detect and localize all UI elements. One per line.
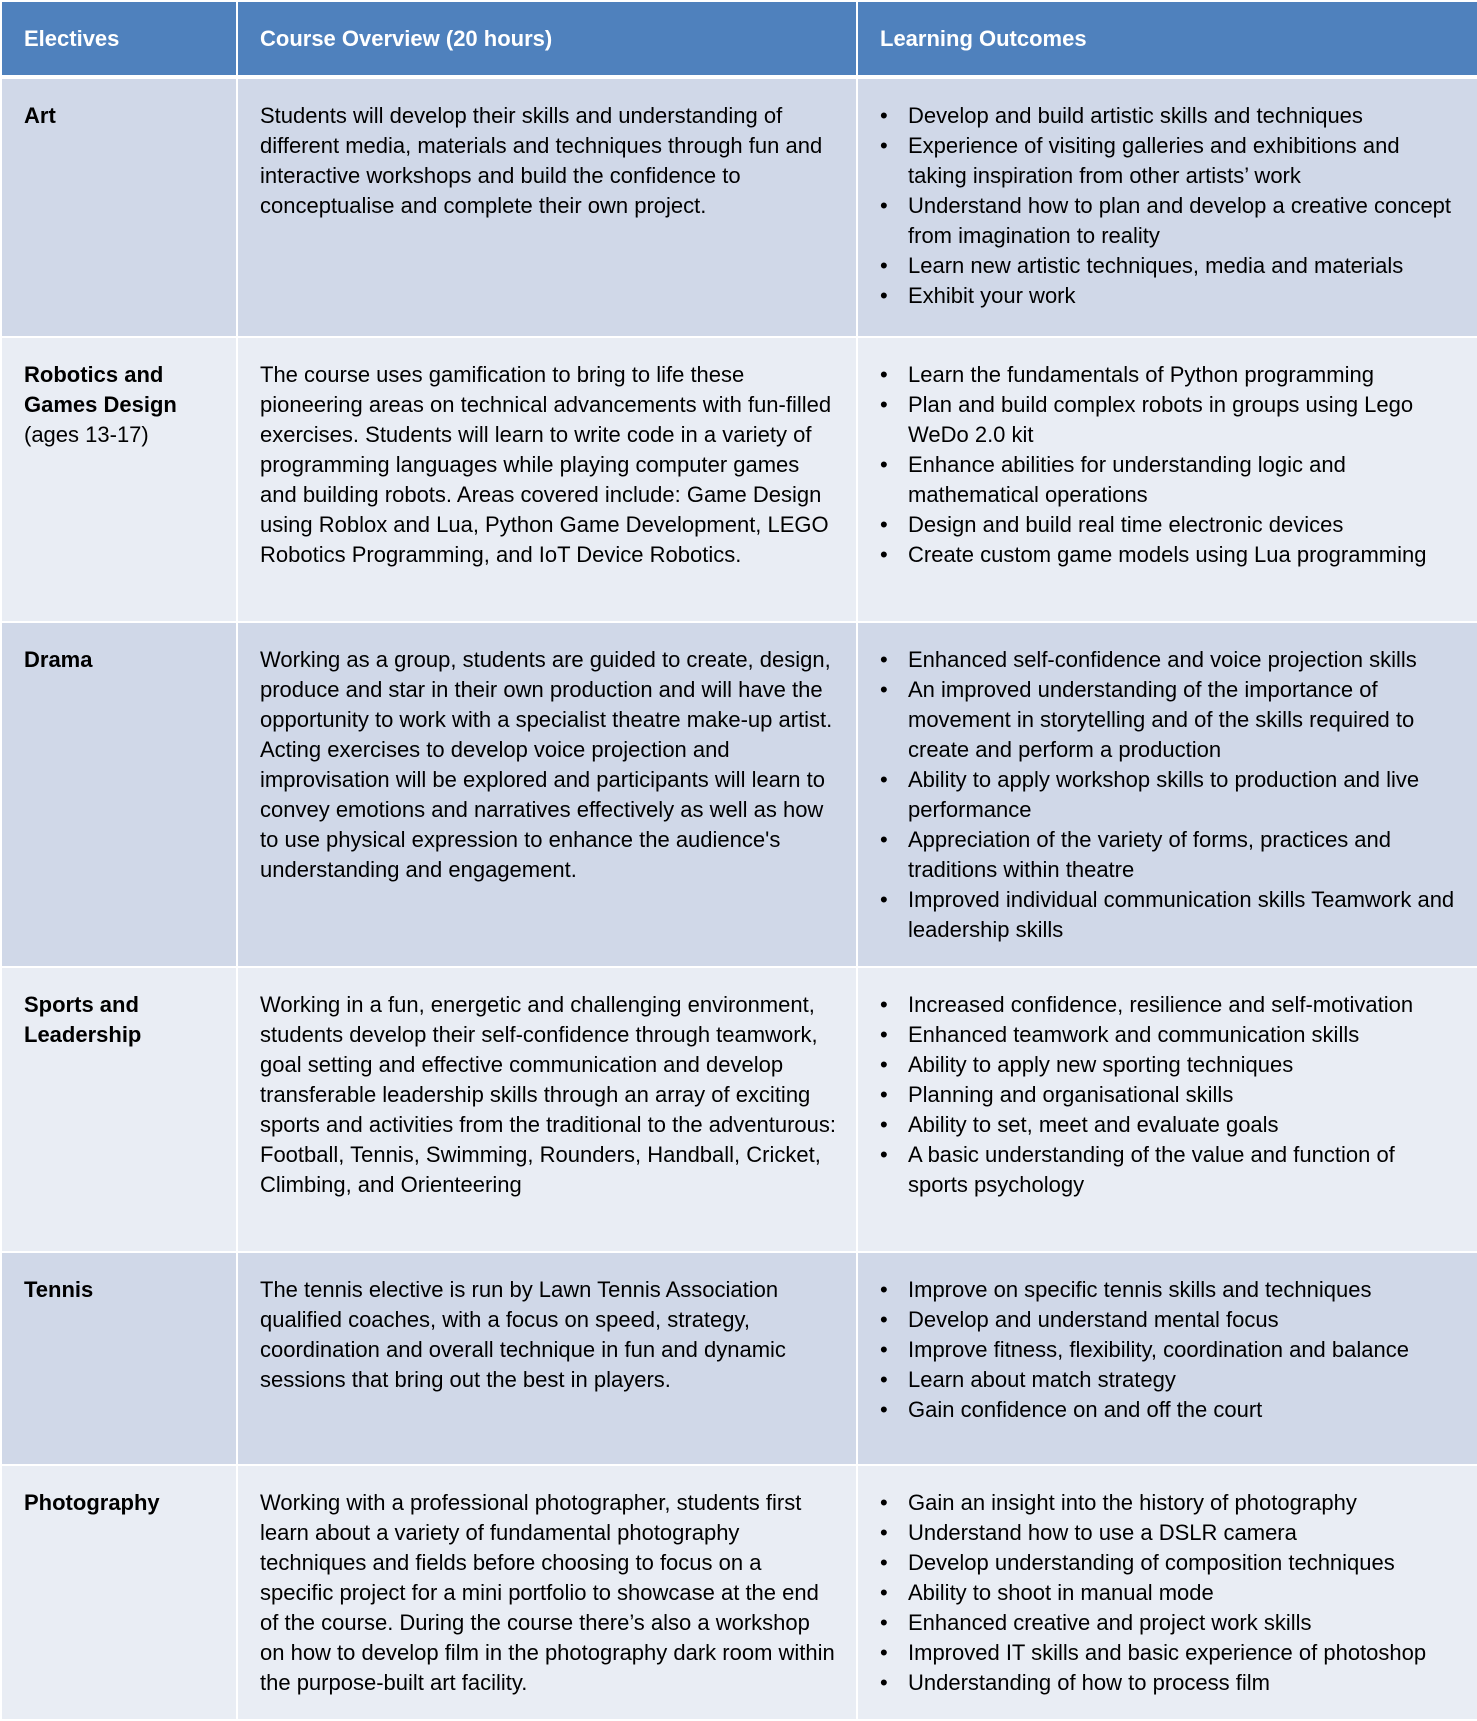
table-row xyxy=(1,967,1477,1252)
elective-name: Tennis xyxy=(24,1277,94,1302)
outcome-item: • Develop understanding of composition techniques xyxy=(880,1548,1457,1578)
learning-outcomes-cell xyxy=(857,1465,1477,1720)
course-overview-cell: The tennis elective is run by Lawn Tennis Association qualified coaches, with a focus on speed, strategy, coordination and overall technique in fun and dynamic sessions that bring out the best in players. xyxy=(237,1252,857,1465)
outcomes-list xyxy=(880,990,1457,1200)
outcome-item: • Ability to apply new sporting techniques xyxy=(880,1050,1457,1080)
outcomes-list xyxy=(880,645,1457,945)
outcome-item: • Create custom game models using Lua programming xyxy=(880,540,1457,570)
outcome-item: • Exhibit your work xyxy=(880,281,1457,311)
outcome-item: • Appreciation of the variety of forms, practices and traditions within theatre xyxy=(880,825,1457,885)
table-row xyxy=(1,77,1477,337)
elective-name-cell xyxy=(1,1252,237,1465)
course-overview-cell: Students will develop their skills and understanding of different media, materials and techniques through fun and interactive workshops and build the confidence to conceptualise and complete their own project. xyxy=(237,77,857,337)
outcome-item: • Learn about match strategy xyxy=(880,1365,1457,1395)
elective-age-range: (ages 13-17) xyxy=(24,422,149,447)
outcome-item: • Design and build real time electronic devices xyxy=(880,510,1457,540)
outcome-item: • Understanding of how to process film xyxy=(880,1668,1457,1698)
course-overview-cell: Working in a fun, energetic and challenging environment, students develop their self-confidence through teamwork, goal setting and effective communication and develop transferable leadership skills through an array of exciting sports and activities from the traditional to the adventurous: Football, Tennis, Swimming, Rounders, Handball, Cricket, Climbing, and Orienteering xyxy=(237,967,857,1252)
learning-outcomes-cell xyxy=(857,77,1477,337)
outcome-item: • Understand how to plan and develop a creative concept from imagination to reality xyxy=(880,191,1457,251)
outcomes-list xyxy=(880,360,1457,570)
elective-name: Photography xyxy=(24,1490,160,1515)
outcome-item: • An improved understanding of the importance of movement in storytelling and of the skills required to create and perform a production xyxy=(880,675,1457,765)
outcome-item: • Improve fitness, flexibility, coordination and balance xyxy=(880,1335,1457,1365)
header-learning-outcomes: Learning Outcomes xyxy=(857,1,1477,77)
outcomes-list xyxy=(880,101,1457,311)
outcome-item: • Gain an insight into the history of photography xyxy=(880,1488,1457,1518)
outcome-item: • Ability to shoot in manual mode xyxy=(880,1578,1457,1608)
elective-name-cell xyxy=(1,77,237,337)
outcome-item: • Understand how to use a DSLR camera xyxy=(880,1518,1457,1548)
header-row xyxy=(1,1,1477,77)
table-row xyxy=(1,622,1477,967)
outcome-item: • Gain confidence on and off the court xyxy=(880,1395,1457,1425)
outcome-item: • Improved IT skills and basic experience of photoshop xyxy=(880,1638,1457,1668)
elective-name-cell xyxy=(1,622,237,967)
table-row xyxy=(1,337,1477,622)
learning-outcomes-cell xyxy=(857,622,1477,967)
outcome-item: • Experience of visiting galleries and exhibitions and taking inspiration from other artists’ work xyxy=(880,131,1457,191)
outcome-item: • Increased confidence, resilience and self-motivation xyxy=(880,990,1457,1020)
outcome-item: • Enhanced self-confidence and voice projection skills xyxy=(880,645,1457,675)
elective-name-cell xyxy=(1,967,237,1252)
outcome-item: • Ability to apply workshop skills to production and live performance xyxy=(880,765,1457,825)
outcome-item: • A basic understanding of the value and function of sports psychology xyxy=(880,1140,1457,1200)
header-course-overview: Course Overview (20 hours) xyxy=(237,1,857,77)
elective-name: Sports and Leadership xyxy=(24,992,142,1047)
elective-name-cell xyxy=(1,337,237,622)
outcome-item: • Enhanced creative and project work skills xyxy=(880,1608,1457,1638)
outcome-item: • Develop and build artistic skills and techniques xyxy=(880,101,1457,131)
outcome-item: • Planning and organisational skills xyxy=(880,1080,1457,1110)
outcome-item: • Develop and understand mental focus xyxy=(880,1305,1457,1335)
outcome-item: • Improved individual communication skills Teamwork and leadership skills xyxy=(880,885,1457,945)
header-electives: Electives xyxy=(1,1,237,77)
learning-outcomes-cell xyxy=(857,1252,1477,1465)
table-row xyxy=(1,1252,1477,1465)
outcome-item: • Improve on specific tennis skills and techniques xyxy=(880,1275,1457,1305)
elective-name: Art xyxy=(24,103,56,128)
elective-name: Drama xyxy=(24,647,93,672)
outcome-item: • Learn the fundamentals of Python programming xyxy=(880,360,1457,390)
elective-name-cell xyxy=(1,1465,237,1720)
course-overview-cell: Working with a professional photographer, students first learn about a variety of fundamental photography techniques and fields before choosing to focus on a specific project for a mini portfolio to showcase at the end of the course. During the course there’s also a workshop on how to develop film in the photography dark room within the purpose-built art facility. xyxy=(237,1465,857,1720)
course-overview-cell: Working as a group, students are guided to create, design, produce and star in their own production and will have the opportunity to work with a specialist theatre make-up artist. Acting exercises to develop voice projection and improvisation will be explored and participants will learn to convey emotions and narratives effectively as well as how to use physical expression to enhance the audience's understanding and engagement. xyxy=(237,622,857,967)
table-body xyxy=(1,77,1477,1720)
elective-name: Robotics and Games Design xyxy=(24,362,177,417)
outcomes-list xyxy=(880,1275,1457,1425)
outcome-item: • Enhance abilities for understanding logic and mathematical operations xyxy=(880,450,1457,510)
outcome-item: • Learn new artistic techniques, media and materials xyxy=(880,251,1457,281)
outcome-item: • Ability to set, meet and evaluate goals xyxy=(880,1110,1457,1140)
learning-outcomes-cell xyxy=(857,337,1477,622)
outcome-item: • Enhanced teamwork and communication skills xyxy=(880,1020,1457,1050)
learning-outcomes-cell xyxy=(857,967,1477,1252)
table-row xyxy=(1,1465,1477,1720)
course-overview-cell: The course uses gamification to bring to life these pioneering areas on technical advancements with fun-filled exercises. Students will learn to write code in a variety of programming languages while playing computer games and building robots. Areas covered include: Game Design using Roblox and Lua, Python Game Development, LEGO Robotics Programming, and IoT Device Robotics. xyxy=(237,337,857,622)
outcome-item: • Plan and build complex robots in groups using Lego WeDo 2.0 kit xyxy=(880,390,1457,450)
outcomes-list xyxy=(880,1488,1457,1698)
